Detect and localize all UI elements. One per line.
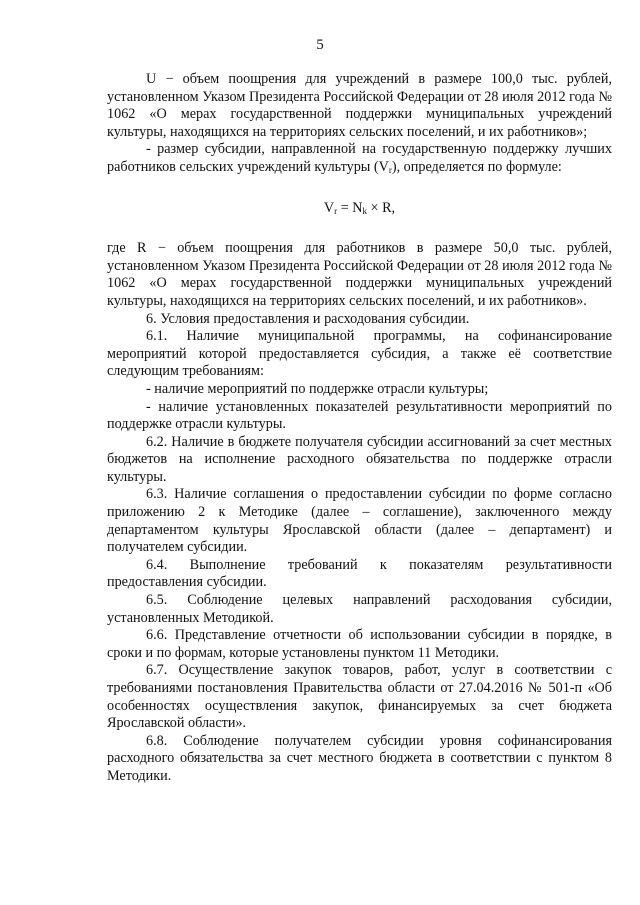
formula-lhs-subscript: r: [334, 205, 338, 216]
formula-middle: = N: [337, 199, 363, 216]
page-number: 5: [316, 37, 324, 53]
formula: [107, 200, 612, 221]
paragraph-6-8: 6.8. Соблюдение получателем субсидии уровня софинансирования расходного обязательства за счет местного бюджета в соответствии с пунктом 8 Методики.: [107, 732, 612, 784]
paragraph-6-5: 6.5. Соблюдение целевых направлений расходования субсидии, установленных Методикой.: [107, 592, 612, 626]
paragraph-section-6-heading: 6. Условия предоставления и расходования субсидии.: [146, 310, 470, 327]
formula-lhs: V: [323, 199, 335, 216]
paragraph-6-1-item-2: - наличие установленных показателей результативности мероприятий по поддержке отрасли культуры.: [107, 398, 612, 433]
paragraph-6-2: 6.2. Наличие в бюджете получателя субсидии ассигнований за счет местных бюджетов на исполнение расходного обязательства по поддержке отрасли культуры.: [107, 433, 612, 485]
paragraph-u-definition: U − объем поощрения для учреждений в размере 100,0 тыс. рублей, установленном Указом Президента Российской Федерации от 28 июля 2012 года № 1062 «О мерах государственной поддержки муниципальных учреждений культуры, находящихся на территориях сельских поселений, и их работников»;: [107, 71, 612, 140]
formula-rhs: × R,: [366, 199, 396, 216]
paragraph-r-definition: где R − объем поощрения для работников в размере 50,0 тыс. рублей, установленном Указом Президента Российской Федерации от 28 июля 2012 года № 1062 «О мерах государственной поддержки муниципальных учреждений культуры, находящихся на территориях сельских поселений, и их работников».: [107, 240, 612, 309]
paragraph-subsidy-size-text-end: ), определяется по формуле:: [391, 158, 562, 175]
paragraph-6-3: 6.3. Наличие соглашения о предоставлении субсидии по форме согласно приложению 2 к Методике (далее – соглашение), заключенного между департаментом культуры Ярославской области (далее – департамент) и получателем субсидии.: [107, 486, 612, 556]
paragraph-6-1-item-1: - наличие мероприятий по поддержке отрасли культуры;: [146, 380, 489, 397]
paragraph-subsidy-size: [107, 141, 612, 179]
paragraph-6-6: 6.6. Представление отчетности об использовании субсидии в порядке, в сроки и по формам, которые установлены пунктом 11 Методики.: [107, 627, 612, 661]
paragraph-subsidy-size-text: - размер субсидии, направленной на государственную поддержку лучших работников сельских учреждений культуры (V: [107, 141, 612, 175]
paragraph-6-4: 6.4. Выполнение требований к показателям результативности предоставления субсидии.: [107, 556, 612, 591]
paragraph-6-7: 6.7. Осуществление закупок товаров, работ, услуг в соответствии с требованиями постановления Правительства области от 27.04.2016 № 501-п «Об особенностях осуществления закупок, финансируемых за счет бюджета Ярославской области».: [107, 662, 612, 732]
document-body: [107, 71, 612, 786]
formula-middle-subscript: k: [362, 205, 367, 216]
subscript-r: r: [388, 164, 392, 175]
paragraph-6-1: 6.1. Наличие муниципальной программы, на софинансирование мероприятий которой предоставляется субсидия, а также её соответствие следующим требованиям:: [107, 328, 612, 380]
